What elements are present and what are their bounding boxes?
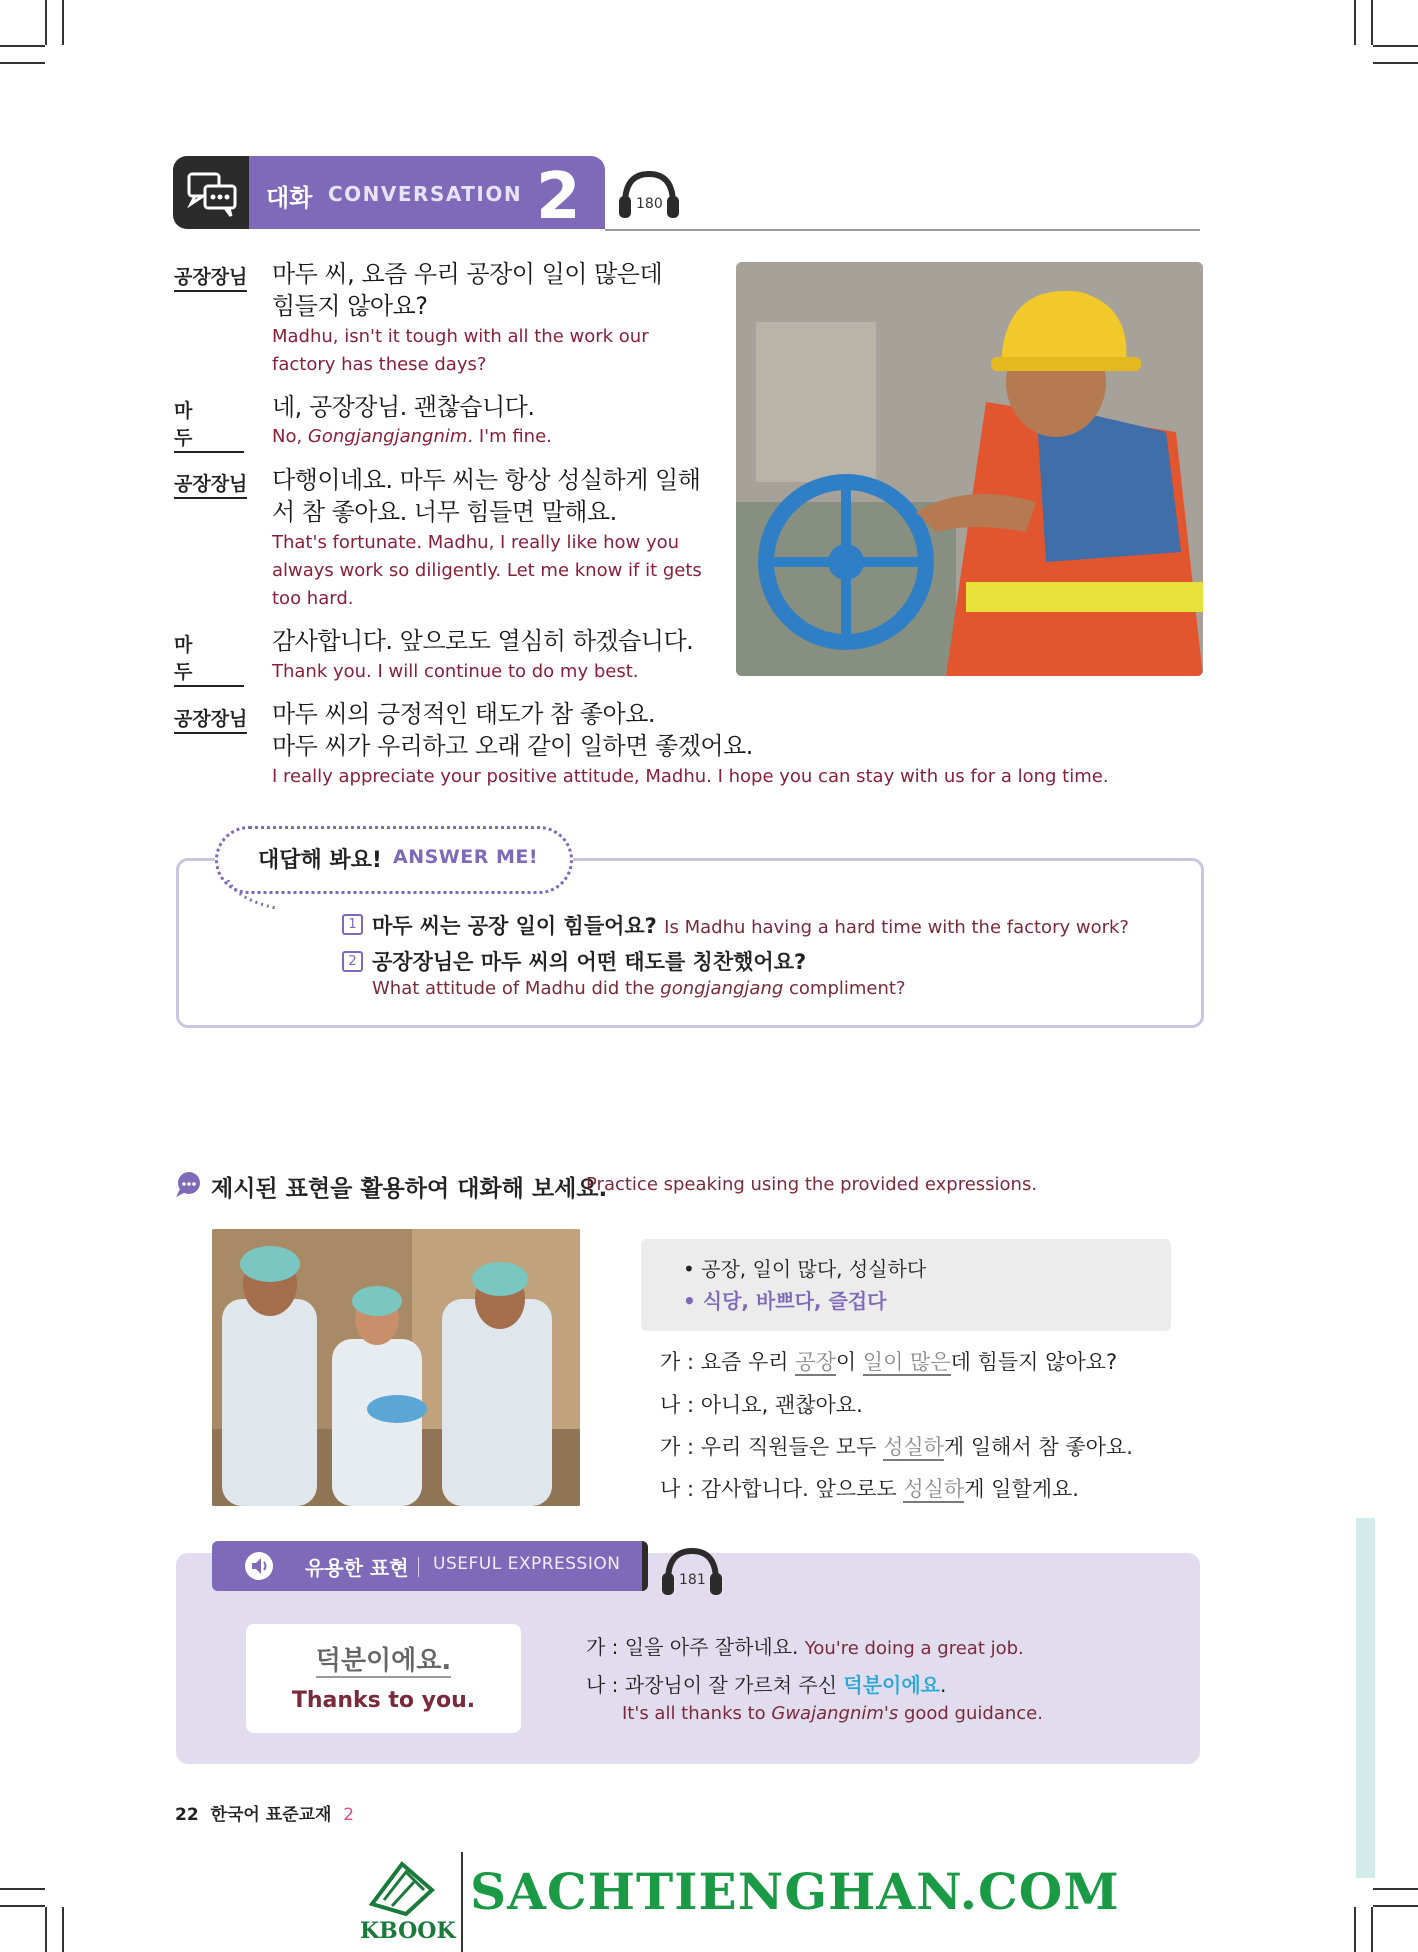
dialogue-en-line: I really appreciate your positive attitude, Madhu. I hope you can stay with us for a long time. bbox=[272, 766, 1109, 787]
question-en: Is Madhu having a hard time with the factory work? bbox=[664, 917, 1129, 938]
dialogue-ko-line: 마두 씨가 우리하고 오래 같이 일하면 좋겠어요. bbox=[272, 732, 753, 760]
dialogue-en-line: No, Gongjangjangnim. I'm fine. bbox=[272, 426, 552, 447]
dialogue-en-line: always work so diligently. Let me know if it gets bbox=[272, 560, 702, 581]
dialogue-en-line: too hard. bbox=[272, 588, 354, 609]
header-divider bbox=[418, 1557, 419, 1577]
crop-mark bbox=[1354, 1907, 1356, 1952]
dialogue-ko-line: 네, 공장장님. 괜찮습니다. bbox=[272, 393, 535, 421]
factory-team-photo bbox=[212, 1229, 580, 1506]
header-rule bbox=[605, 229, 1200, 231]
speech-practice-icon bbox=[174, 1171, 202, 1199]
dialogue-ko-line: 서 참 좋아요. 너무 힘들면 말해요. bbox=[272, 498, 617, 526]
bubble-tail bbox=[218, 880, 278, 910]
dialogue-ko-line: 마두 씨, 요즘 우리 공장이 일이 많은데 bbox=[272, 260, 663, 288]
question-ko: 공장장님은 마두 씨의 어떤 태도를 칭찬했어요? bbox=[372, 950, 807, 974]
question-number: 1 bbox=[342, 914, 363, 935]
expression-item-alt: • 식당, 바쁘다, 즐겁다 bbox=[683, 1289, 887, 1313]
practice-title-ko: 제시된 표현을 활용하여 대화해 보세요. bbox=[211, 1176, 608, 1202]
dialogue-ko-line: 감사합니다. 앞으로도 열심히 하겠습니다. bbox=[272, 627, 694, 655]
dialogue-en-line: Madhu, isn't it tough with all the work our bbox=[272, 326, 649, 347]
useful-line: 나 : 과장님이 잘 가르쳐 주신 덕분이에요. bbox=[586, 1673, 947, 1697]
answer-me-title-ko: 대답해 봐요! bbox=[258, 848, 382, 873]
useful-expression-title-en: USEFUL EXPRESSION bbox=[433, 1554, 621, 1574]
brand-watermark: SACHTIENGHAN.COM bbox=[470, 1862, 1120, 1921]
crop-mark bbox=[62, 0, 64, 45]
practice-line: 나 : 아니요, 괜찮아요. bbox=[660, 1393, 863, 1417]
speaker-label: 마두 bbox=[174, 630, 244, 687]
speaker-label: 마두 bbox=[174, 396, 244, 453]
dialogue-ko-line: 다행이네요. 마두 씨는 항상 성실하게 일해 bbox=[272, 466, 701, 494]
question-en: What attitude of Madhu did the gongjangjang compliment? bbox=[372, 978, 906, 999]
speaker-audio-icon[interactable] bbox=[244, 1551, 274, 1581]
kbook-logo-icon bbox=[362, 1854, 448, 1918]
question-ko: 마두 씨는 공장 일이 힘들어요? Is Madhu having a hard time with the factory work? bbox=[372, 914, 1129, 938]
dialogue-en-line: That's fortunate. Madhu, I really like how you bbox=[272, 532, 680, 553]
dialogue-ko-line: 힘들지 않아요? bbox=[272, 292, 428, 320]
practice-line: 가 : 우리 직원들은 모두 성실하게 일해서 참 좋아요. bbox=[660, 1435, 1133, 1459]
track-number: 180 bbox=[636, 196, 663, 212]
section-title-ko: 대화 bbox=[266, 184, 313, 212]
crop-mark bbox=[0, 1888, 45, 1890]
kbook-logo-text: KBOOK bbox=[360, 1918, 456, 1944]
phrase-en: Thanks to you. bbox=[291, 1688, 476, 1713]
footer-divider bbox=[461, 1852, 463, 1952]
dialogue-en-line: Thank you. I will continue to do my best. bbox=[272, 661, 639, 682]
headphones-icon[interactable] bbox=[617, 168, 681, 220]
crop-mark bbox=[0, 45, 45, 47]
expression-item: • 공장, 일이 많다, 성실하다 bbox=[683, 1257, 927, 1281]
section-title-en: CONVERSATION bbox=[328, 182, 523, 206]
practice-line: 가 : 요즘 우리 공장이 일이 많은데 힘들지 않아요? bbox=[660, 1350, 1118, 1374]
track-number: 181 bbox=[679, 1572, 706, 1588]
crop-mark bbox=[1373, 62, 1418, 64]
practice-title-en: Practice speaking using the provided expressions. bbox=[586, 1174, 1038, 1195]
speaker-label: 공장장님 bbox=[174, 262, 247, 292]
crop-mark bbox=[1373, 45, 1418, 47]
dialogue-ko-line: 마두 씨의 긍정적인 태도가 참 좋아요. bbox=[272, 700, 656, 728]
useful-expression-title-ko: 유용한 표현 bbox=[305, 1556, 409, 1580]
crop-mark bbox=[62, 1907, 64, 1952]
crop-mark bbox=[45, 1907, 47, 1952]
answer-me-title-en: ANSWER ME! bbox=[393, 846, 539, 868]
crop-mark bbox=[1371, 1907, 1373, 1952]
useful-line: 가 : 일을 아주 잘하네요. You're doing a great job. bbox=[586, 1635, 1024, 1659]
conversation-icon-box bbox=[173, 156, 249, 229]
crop-mark bbox=[1354, 0, 1356, 45]
chat-bubbles-icon bbox=[173, 156, 249, 229]
phrase-ko: 덕분이에요. bbox=[315, 1646, 452, 1676]
headphones-icon[interactable] bbox=[660, 1545, 724, 1597]
crop-mark bbox=[0, 1905, 45, 1907]
crop-mark bbox=[1373, 1905, 1418, 1907]
question-number: 2 bbox=[342, 951, 363, 972]
side-color-strip bbox=[1356, 1518, 1375, 1878]
page-footer: 22 한국어 표준교재 2 bbox=[175, 1805, 355, 1825]
crop-mark bbox=[1373, 1888, 1418, 1890]
dialogue-en-line: factory has these days? bbox=[272, 354, 487, 375]
speaker-label: 공장장님 bbox=[174, 704, 247, 734]
factory-worker-photo bbox=[736, 262, 1203, 676]
useful-line-en: It's all thanks to Gwajangnim's good guidance. bbox=[622, 1703, 1043, 1724]
crop-mark bbox=[1371, 0, 1373, 45]
practice-line: 나 : 감사합니다. 앞으로도 성실하게 일할게요. bbox=[660, 1477, 1079, 1501]
speaker-label: 공장장님 bbox=[174, 469, 247, 499]
section-number: 2 bbox=[536, 160, 581, 234]
crop-mark bbox=[45, 0, 47, 45]
crop-mark bbox=[0, 62, 45, 64]
